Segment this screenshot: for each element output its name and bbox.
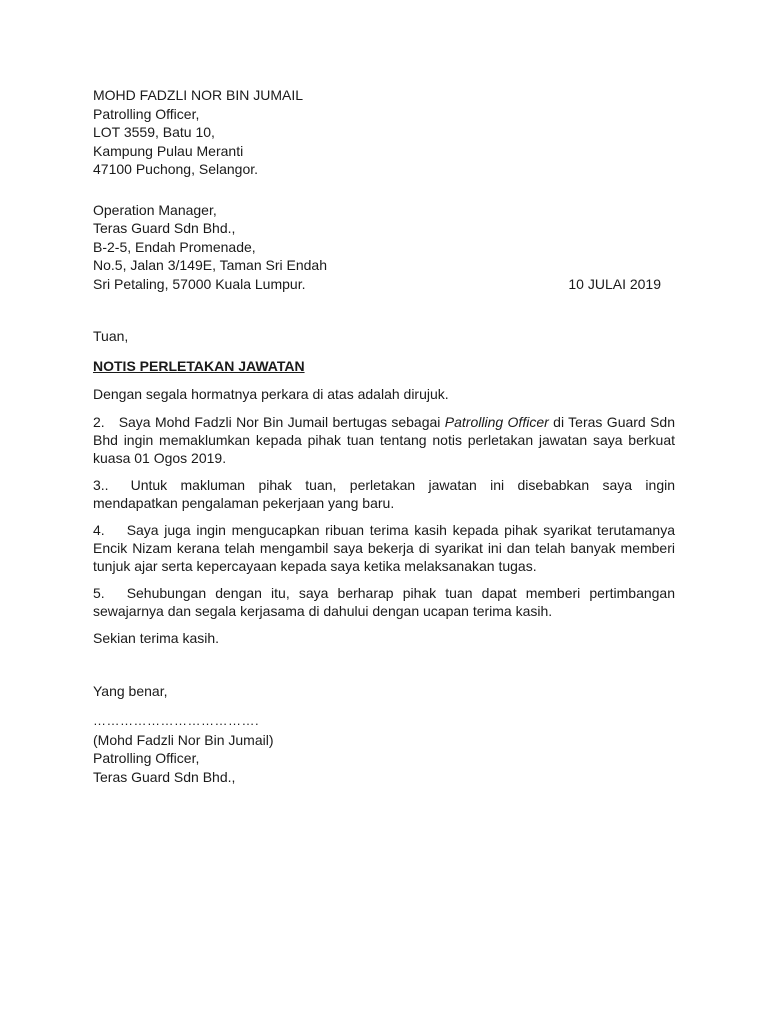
closing-phrase: Yang benar, (93, 682, 168, 699)
recipient-title: Operation Manager, (93, 201, 217, 218)
salutation: Tuan, (93, 328, 129, 344)
paragraph-4-number: 4. (93, 522, 105, 538)
paragraph-2-text-end: di Teras Guard Sdn Bhd ingin memaklumkan kepada pihak tuan tentang notis perletakan jawatan saya berkuat kuasa 01 Ogos 2019. (93, 414, 676, 466)
signatory-position: Patrolling Officer, (93, 750, 200, 766)
signatory-name: (Mohd Fadzli Nor Bin Jumail) (93, 731, 274, 748)
sender-address-line-1: LOT 3559, Batu 10, (93, 124, 215, 140)
recipient-address-date-row (93, 275, 675, 294)
signature-line: ………………………………. (93, 713, 260, 728)
paragraph-5-number: 5. (93, 585, 105, 601)
paragraph-5-text: Sehubungan dengan itu, saya berharap pihak tuan dapat memberi pertimbangan sewajarnya dan segala kerjasama di dahului dengan ucapan terima kasih. (93, 585, 675, 619)
intro-paragraph (93, 385, 675, 403)
paragraph-2 (93, 413, 675, 467)
letter-date: 10 JULAI 2019 (568, 275, 661, 292)
closing-thanks: Sekian terima kasih. (93, 630, 220, 646)
sender-address-line-3: 47100 Puchong, Selangor. (93, 161, 259, 177)
paragraph-3-number: 3.. (93, 477, 109, 493)
paragraph-5 (93, 584, 675, 620)
signature-block (93, 682, 675, 787)
signatory-company: Teras Guard Sdn Bhd., (93, 768, 236, 785)
recipient-address (93, 201, 675, 294)
paragraph-2-italic-role: Patrolling Officer (444, 414, 549, 430)
paragraph-4 (93, 521, 675, 575)
letter-subject: NOTIS PERLETAKAN JAWATAN (93, 357, 305, 374)
sender-address (93, 86, 675, 179)
paragraph-4-text: Saya juga ingin mengucapkan ribuan terima kasih kepada pihak syarikat terutamanya Encik Nizam kerana telah mengambil saya bekerja di syarikat ini dan telah banyak memberi tunjuk ajar serta kepercayaan kepada saya ketika melaksanakan tugas. (93, 522, 675, 574)
recipient-address-line-2: No.5, Jalan 3/149E, Taman Sri Endah (93, 257, 328, 273)
paragraph-2-number: 2. (93, 414, 105, 430)
sender-position: Patrolling Officer, (93, 105, 200, 122)
recipient-address-line-3: Sri Petaling, 57000 Kuala Lumpur. (93, 275, 306, 292)
intro-text: Dengan segala hormatnya perkara di atas adalah dirujuk. (93, 386, 449, 402)
recipient-company: Teras Guard Sdn Bhd., (93, 220, 236, 236)
paragraph-3 (93, 476, 675, 512)
paragraph-3-text: Untuk makluman pihak tuan, perletakan jawatan ini disebabkan saya ingin mendapatkan pengalaman pekerjaan yang baru. (93, 477, 675, 511)
sender-name: MOHD FADZLI NOR BIN JUMAIL (93, 87, 304, 103)
paragraph-2-text-start: Saya Mohd Fadzli Nor Bin Jumail bertugas sebagai (118, 414, 445, 430)
recipient-address-line-1: B-2-5, Endah Promenade, (93, 238, 256, 255)
letter-page (93, 86, 675, 786)
sender-address-line-2: Kampung Pulau Meranti (93, 142, 244, 159)
